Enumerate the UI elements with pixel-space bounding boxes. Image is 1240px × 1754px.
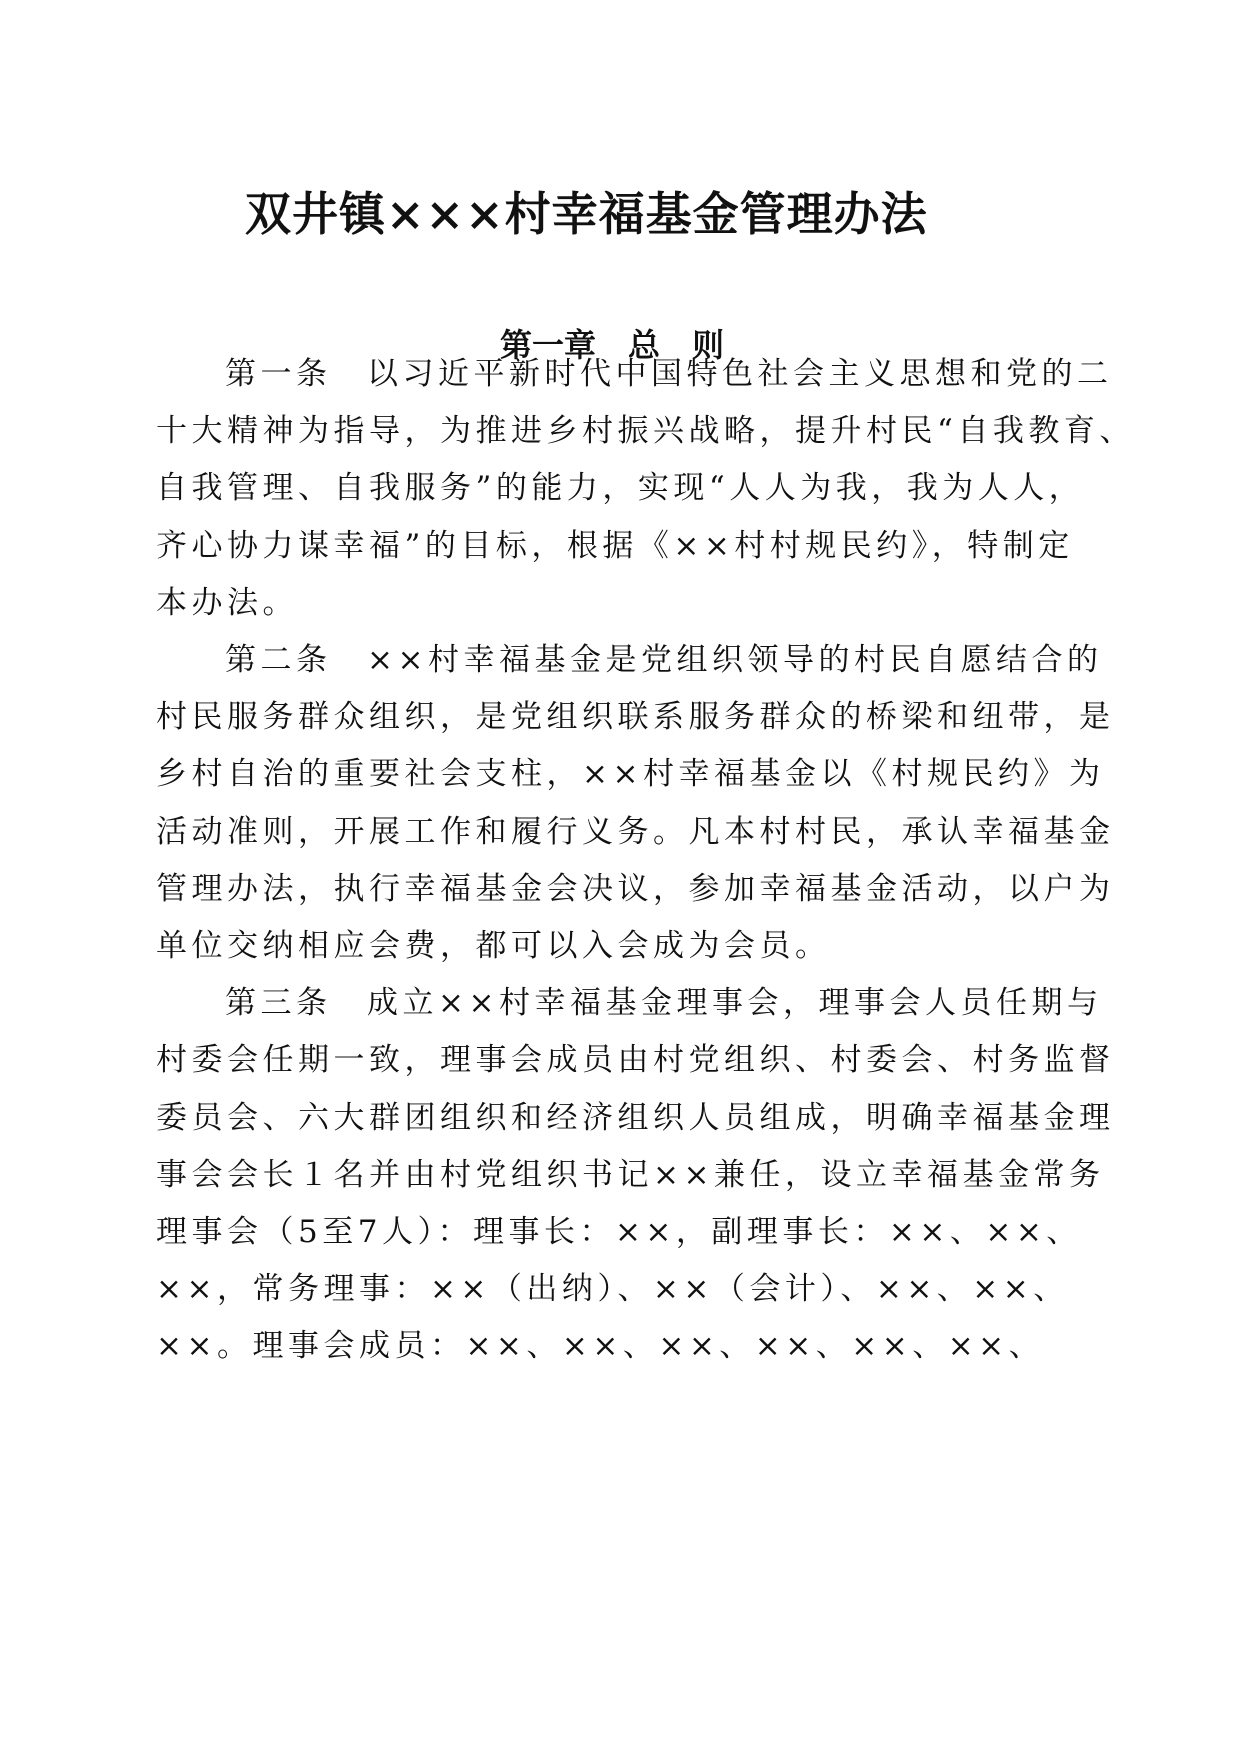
article-1-line-1: 第一条 以习近平新时代中国特色社会主义思想和党的二 — [225, 356, 1113, 392]
article-3-line-7: ××。理事会成员：××、××、××、××、××、××、 — [156, 1328, 1045, 1364]
article-2-line-2: 村民服务群众组织，是党组织联系服务群众的桥梁和纽带，是 — [156, 699, 1115, 735]
article-3-line-1: 第三条 成立××村幸福基金理事会，理事会人员任期与 — [225, 985, 1103, 1021]
article-3-line-3: 委员会、六大群团组织和经济组织人员组成，明确幸福基金理 — [156, 1100, 1115, 1136]
document-title: 双井镇×××村幸福基金管理办法 — [245, 187, 928, 241]
chapter-heading: 第一章 总 则 — [500, 326, 725, 364]
article-3-line-2: 村委会任期一致，理事会成员由村党组织、村委会、村务监督 — [156, 1042, 1115, 1078]
article-3-line-5: 理事会（5至7人）：理事长：××，副理事长：××、××、 — [156, 1214, 1082, 1250]
article-2-line-4: 活动准则，开展工作和履行义务。凡本村村民，承认幸福基金 — [156, 814, 1115, 850]
article-2-line-3: 乡村自治的重要社会支柱，××村幸福基金以《村规民约》为 — [156, 756, 1105, 792]
article-1-line-2: 十大精神为指导，为推进乡村振兴战略，提升村民“自我教育、 — [156, 413, 1135, 449]
article-1-line-4: 齐心协力谋幸福”的目标，根据《××村村规民约》，特制定 — [156, 528, 1074, 564]
article-1-line-3: 自我管理、自我服务”的能力，实现“人人为我，我为人人， — [156, 470, 1085, 506]
article-1-line-5: 本办法。 — [156, 585, 298, 621]
article-2-line-1: 第二条 ××村幸福基金是党组织领导的村民自愿结合的 — [225, 642, 1103, 678]
article-2-line-6: 单位交纳相应会费，都可以入会成为会员。 — [156, 928, 831, 964]
article-2-line-5: 管理办法，执行幸福基金会决议，参加幸福基金活动，以户为 — [156, 871, 1115, 907]
article-3-line-4: 事会会长１名并由村党组织书记××兼任，设立幸福基金常务 — [156, 1157, 1105, 1193]
article-3-line-6: ××，常务理事：××（出纳）、××（会计）、××、××、 — [156, 1271, 1069, 1307]
